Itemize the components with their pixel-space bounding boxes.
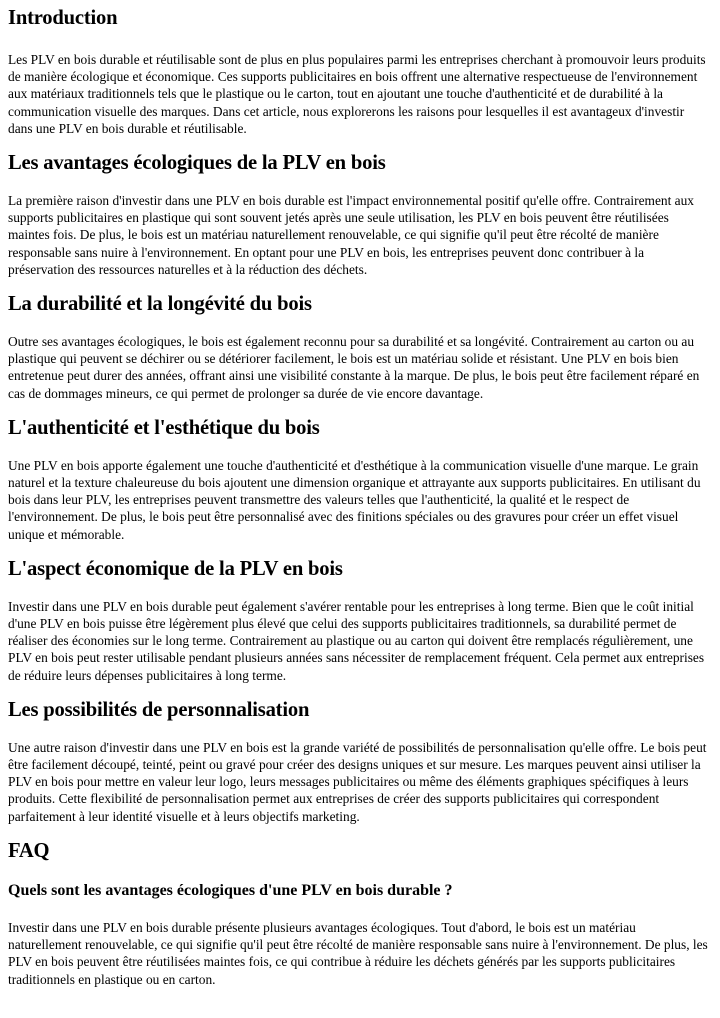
section-introduction	[8, 0, 712, 137]
section-heading: L'authenticité et l'esthétique du bois	[8, 416, 320, 439]
section-heading: La durabilité et la longévité du bois	[8, 293, 312, 316]
section-paragraph: Une PLV en bois apporte également une touche d'authenticité et d'esthétique à la communication visuelle d'une marque. Le grain naturel et la texture chaleureuse du bois ajoutent une dimension organique et attrayante aux supports publicitaires. En utilisant du bois dans leur PLV, les entreprises peuvent transmettre des valeurs telles que l'authenticité, la qualité et le respect de l'environnement. De plus, le bois peut être personnalisé avec des finitions spéciales ou des gravures pour créer un effet visuel unique et mémorable.	[8, 457, 701, 542]
section-heading: Les avantages écologiques de la PLV en bois	[8, 152, 386, 175]
section-paragraph: Investir dans une PLV en bois durable peut également s'avérer rentable pour les entreprises à long terme. Bien que le coût initial d'une PLV en bois puisse être légèrement plus élevé que celui des supports publicitaires traditionnels, sa durabilité permet de réaliser des économies sur le long terme. Contrairement au plastique ou au carton qui doivent être remplacés régulièrement, une PLV en bois peut rester utilisable pendant plusieurs années sans nécessiter de remplacement fréquent. Cela permet aux entreprises de réduire leurs dépenses publicitaires à long terme.	[8, 598, 705, 683]
faq-item	[8, 881, 712, 988]
section-paragraph: Une autre raison d'investir dans une PLV en bois est la grande variété de possibilités de personnalisation qu'elle offre. Le bois peut être facilement découpé, teinté, peint ou gravé pour créer des designs uniques et sur mesure. Les marques peuvent ainsi utiliser la PLV en bois pour mettre en valeur leur logo, leurs messages publicitaires ou même des éléments graphiques spécifiques à leurs produits. Cette flexibilité de personnalisation permet aux entreprises de créer des supports publicitaires qui correspondent parfaitement à leur identité visuelle et à leurs objectifs marketing.	[8, 739, 707, 824]
section-durability	[8, 292, 712, 402]
faq-heading: FAQ	[8, 839, 50, 862]
faq-answer: Investir dans une PLV en bois durable présente plusieurs avantages écologiques. Tout d'abord, le bois est un matériau naturellement renouvelable, ce qui signifie qu'il peut être récolté de manière responsable sans nuire à l'environnement. De plus, les PLV en bois peuvent être réutilisées maintes fois, ce qui contribue à réduire les déchets générés par les supports publicitaires traditionnels en plastique ou en carton.	[8, 919, 708, 987]
section-heading: L'aspect économique de la PLV en bois	[8, 557, 343, 580]
faq-question: Quels sont les avantages écologiques d'une PLV en bois durable ?	[8, 881, 453, 899]
section-heading: Les possibilités de personnalisation	[8, 698, 310, 721]
section-paragraph: La première raison d'investir dans une PLV en bois durable est l'impact environnemental positif qu'elle offre. Contrairement aux supports publicitaires en plastique qui sont souvent jetés après une seule utilisation, les PLV en bois peuvent être réutilisées maintes fois. De plus, le bois est un matériau naturellement renouvelable, ce qui signifie qu'il peut être récolté de manière responsable sans nuire à l'environnement. En optant pour une PLV en bois, les entreprises peuvent donc contribuer à la préservation des ressources naturelles et à la réduction des déchets.	[8, 193, 695, 277]
section-economic-aspect	[8, 557, 712, 684]
section-paragraph: Les PLV en bois durable et réutilisable sont de plus en plus populaires parmi les entreprises cherchant à promouvoir leurs produits de manière écologique et économique. Ces supports publicitaires en bois offrent une alternative respectueuse de l'environnement aux matériaux traditionnels tels que le plastique ou le carton, tout en ajoutant une touche d'authenticité et de durabilité à la communication visuelle des marques. Dans cet article, nous explorerons les raisons pour lesquelles il est avantageux d'investir dans une PLV en bois durable et réutilisable.	[8, 52, 706, 136]
section-heading: Introduction	[8, 7, 118, 29]
section-ecological-advantages	[8, 151, 712, 278]
faq-section	[8, 839, 712, 988]
section-authenticity	[8, 416, 712, 543]
section-customization	[8, 698, 712, 825]
section-paragraph: Outre ses avantages écologiques, le bois est également reconnu pour sa durabilité et sa longévité. Contrairement au carton ou au plastique qui peuvent se déchirer ou se détériorer facilement, le bois est un matériau solide et résistant. Une PLV en bois bien entretenue peut durer des années, offrant ainsi une visibilité constante à la marque. De plus, le bois peut être facilement réparé en cas de dommages mineurs, ce qui permet de prolonger sa durée de vie encore davantage.	[8, 334, 700, 401]
